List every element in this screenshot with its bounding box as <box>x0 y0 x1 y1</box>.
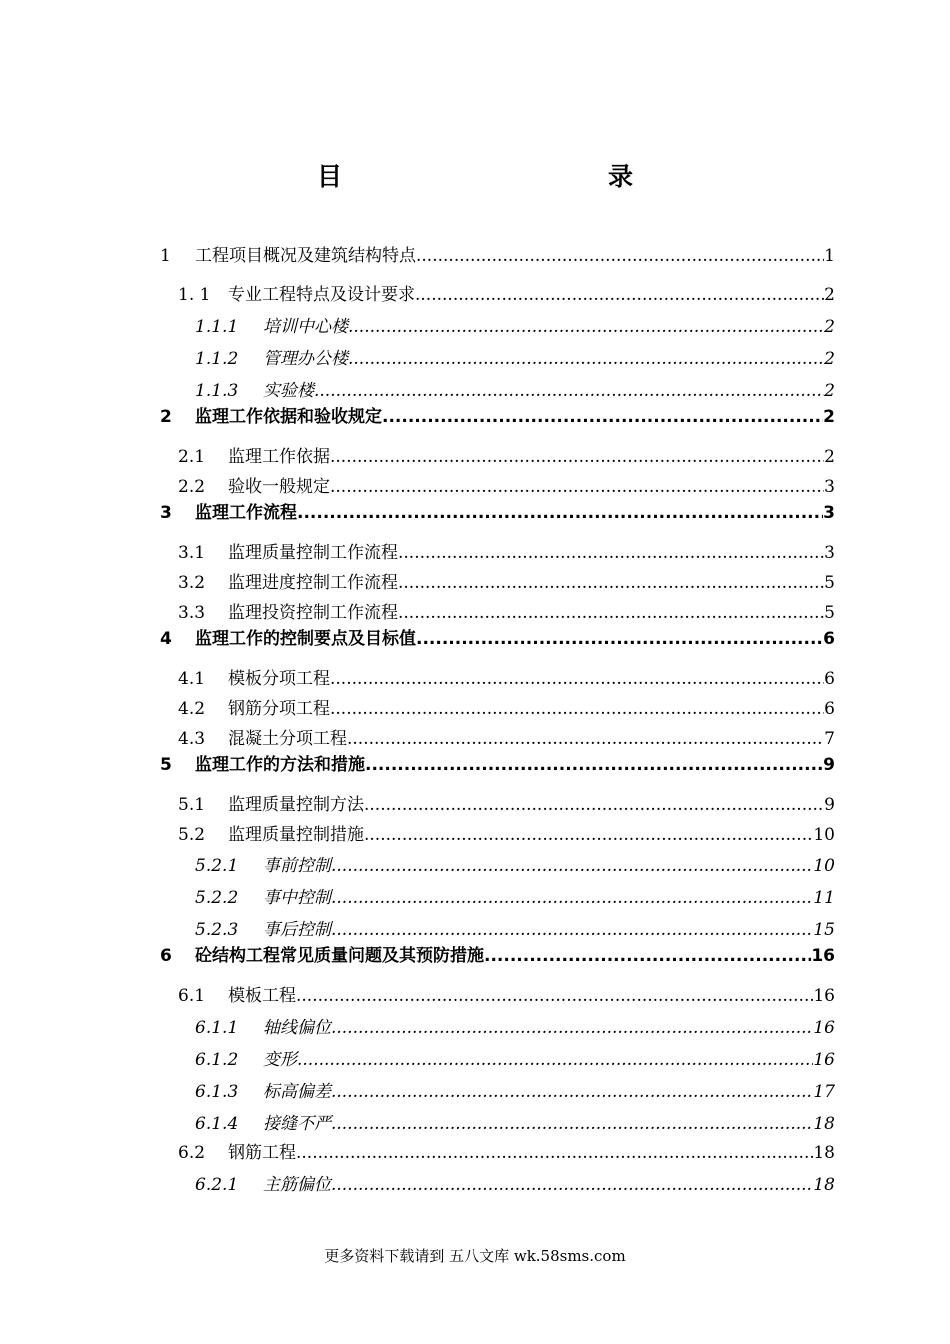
dot-leader <box>416 244 824 268</box>
toc-entry-label: 监理工作的控制要点及目标值 <box>195 629 416 649</box>
toc-entry[interactable] <box>0 501 950 525</box>
toc-entry[interactable] <box>0 1173 950 1197</box>
toc-entry-label: 监理投资控制工作流程 <box>228 603 398 623</box>
toc-entry-page: 18 <box>813 1143 835 1163</box>
toc-entry[interactable] <box>0 984 950 1008</box>
toc-entry[interactable] <box>0 571 950 595</box>
toc-entry-number: 4 <box>160 629 172 649</box>
toc-entry-label: 事后控制 <box>263 920 331 940</box>
toc-entry-page: 6 <box>823 629 835 649</box>
dot-leader <box>330 667 824 691</box>
toc-entry[interactable] <box>0 347 950 371</box>
toc-entry-page: 7 <box>824 729 835 749</box>
toc-entry[interactable] <box>0 1112 950 1136</box>
toc-entry-label: 钢筋工程 <box>228 1143 296 1163</box>
dot-leader <box>330 445 824 469</box>
dot-leader <box>297 501 823 525</box>
toc-entry[interactable] <box>0 405 950 429</box>
toc-entry-label: 监理工作流程 <box>195 503 297 523</box>
toc-entry-label: 培训中心楼 <box>263 317 348 337</box>
dot-leader <box>296 984 813 1008</box>
toc-entry-number: 4.2 <box>178 699 206 719</box>
toc-entry-label: 混凝土分项工程 <box>228 729 347 749</box>
toc-entry-page: 2 <box>824 349 835 369</box>
toc-entry-page: 10 <box>813 825 835 845</box>
toc-entry-label: 监理工作依据和验收规定 <box>195 407 382 427</box>
toc-entry-page: 16 <box>811 946 835 966</box>
toc-entry-number: 4.3 <box>178 729 206 749</box>
toc-entry-number: 1 <box>160 246 171 266</box>
dot-leader <box>331 1080 813 1104</box>
toc-entry-page: 10 <box>813 856 835 876</box>
dot-leader <box>416 627 823 651</box>
toc-entry-number: 2 <box>160 407 172 427</box>
toc-entry-page: 15 <box>813 920 835 940</box>
toc-entry-label: 监理质量控制方法 <box>228 795 364 815</box>
toc-entry-label: 监理工作依据 <box>228 447 330 467</box>
toc-entry-page: 18 <box>813 1114 835 1134</box>
toc-entry-page: 17 <box>813 1082 835 1102</box>
toc-entry[interactable] <box>0 918 950 942</box>
toc-entry[interactable] <box>0 379 950 403</box>
dot-leader <box>330 475 824 499</box>
dot-leader <box>331 918 813 942</box>
dot-leader <box>364 823 813 847</box>
toc-entry-number: 6.1.3 <box>195 1082 239 1102</box>
toc-entry-label: 监理质量控制工作流程 <box>228 543 398 563</box>
toc-entry-number: 6 <box>160 946 172 966</box>
toc-entry-number: 1. 1 <box>178 285 211 305</box>
toc-entry[interactable] <box>0 627 950 651</box>
toc-entry-label: 监理质量控制措施 <box>228 825 364 845</box>
toc-entry-number: 2.1 <box>178 447 206 467</box>
toc-entry-number: 3.1 <box>178 543 206 563</box>
dot-leader <box>398 571 824 595</box>
toc-entry-number: 5.2.3 <box>195 920 239 940</box>
toc-entry-page: 2 <box>823 407 835 427</box>
dot-leader <box>330 697 824 721</box>
toc-entry-label: 变形 <box>263 1050 297 1070</box>
toc-entry[interactable] <box>0 854 950 878</box>
toc-entry-label: 钢筋分项工程 <box>228 699 330 719</box>
toc-entry[interactable] <box>0 697 950 721</box>
toc-entry-page: 1 <box>824 246 835 266</box>
toc-entry[interactable] <box>0 886 950 910</box>
toc-entry-number: 6.2.1 <box>195 1175 239 1195</box>
toc-entry-page: 5 <box>824 603 835 623</box>
toc-entry-page: 6 <box>824 699 835 719</box>
toc-entry-number: 1.1.2 <box>195 349 239 369</box>
toc-entry-page: 2 <box>824 381 835 401</box>
toc-entry-label: 事前控制 <box>263 856 331 876</box>
dot-leader <box>365 753 823 777</box>
dot-leader <box>331 886 813 910</box>
dot-leader <box>398 541 824 565</box>
toc-entry-label: 监理工作的方法和措施 <box>195 755 365 775</box>
toc-entry-label: 接缝不严 <box>263 1114 331 1134</box>
toc-entry-number: 3.3 <box>178 603 206 623</box>
toc-entry-page: 3 <box>824 477 835 497</box>
toc-entry-label: 轴线偏位 <box>263 1018 331 1038</box>
dot-leader <box>331 854 813 878</box>
toc-entry-label: 工程项目概况及建筑结构特点 <box>195 246 416 266</box>
toc-entry-label: 监理进度控制工作流程 <box>228 573 398 593</box>
dot-leader <box>296 1141 813 1165</box>
dot-leader <box>297 1048 813 1072</box>
toc-entry[interactable] <box>0 1141 950 1165</box>
toc-entry-number: 6.1 <box>178 986 206 1006</box>
toc-entry[interactable] <box>0 753 950 777</box>
dot-leader <box>331 1173 813 1197</box>
toc-entry-page: 16 <box>813 1018 835 1038</box>
toc-entry[interactable] <box>0 793 950 817</box>
page-title: 目 录 <box>316 162 705 191</box>
toc-entry-page: 11 <box>813 888 835 908</box>
dot-leader <box>314 379 824 403</box>
toc-entry-number: 6.1.4 <box>195 1114 239 1134</box>
toc-entry-label: 事中控制 <box>263 888 331 908</box>
toc-entry-page: 6 <box>824 669 835 689</box>
toc-entry-number: 3.2 <box>178 573 206 593</box>
toc-entry[interactable] <box>0 823 950 847</box>
dot-leader <box>382 405 823 429</box>
toc-entry-page: 2 <box>824 447 835 467</box>
toc-entry-page: 16 <box>813 1050 835 1070</box>
dot-leader <box>348 315 824 339</box>
toc-entry[interactable] <box>0 667 950 691</box>
toc-entry-number: 6.1.1 <box>195 1018 239 1038</box>
toc-entry-label: 砼结构工程常见质量问题及其预防措施 <box>195 946 484 966</box>
toc-entry-page: 2 <box>824 285 835 305</box>
toc-entry[interactable] <box>0 944 950 968</box>
toc-entry[interactable] <box>0 445 950 469</box>
toc-entry[interactable] <box>0 1016 950 1040</box>
toc-entry-number: 6.1.2 <box>195 1050 239 1070</box>
toc-entry-number: 5 <box>160 755 172 775</box>
toc-entry-label: 实验楼 <box>263 381 314 401</box>
toc-entry-number: 6.2 <box>178 1143 206 1163</box>
toc-entry-number: 1.1.1 <box>195 317 239 337</box>
dot-leader <box>398 601 824 625</box>
toc-entry-page: 18 <box>813 1175 835 1195</box>
toc-entry-number: 5.2.1 <box>195 856 239 876</box>
toc-entry-page: 9 <box>824 795 835 815</box>
dot-leader <box>364 793 824 817</box>
toc-entry-number: 2.2 <box>178 477 206 497</box>
toc-entry-page: 3 <box>823 503 835 523</box>
toc-entry[interactable] <box>0 315 950 339</box>
toc-entry-number: 5.1 <box>178 795 206 815</box>
page-footer: 更多资料下载请到 五八文库 wk.58sms.com <box>324 1247 626 1265</box>
dot-leader <box>348 347 824 371</box>
toc-entry-label: 标高偏差 <box>263 1082 331 1102</box>
toc-entry[interactable] <box>0 475 950 499</box>
toc-entry[interactable] <box>0 727 950 751</box>
toc-entry-label: 管理办公楼 <box>263 349 348 369</box>
dot-leader <box>347 727 824 751</box>
toc-entry[interactable] <box>0 244 950 268</box>
toc-entry-page: 2 <box>824 317 835 337</box>
toc-entry-page: 9 <box>823 755 835 775</box>
toc-entry-label: 验收一般规定 <box>228 477 330 497</box>
toc-entry-number: 4.1 <box>178 669 206 689</box>
toc-entry[interactable] <box>0 601 950 625</box>
toc-entry-label: 模板分项工程 <box>228 669 330 689</box>
toc-entry-page: 16 <box>813 986 835 1006</box>
toc-entry-number: 1.1.3 <box>195 381 239 401</box>
toc-entry-number: 5.2.2 <box>195 888 239 908</box>
toc-entry-label: 模板工程 <box>228 986 296 1006</box>
toc-entry[interactable] <box>0 1080 950 1104</box>
toc-entry[interactable] <box>0 1048 950 1072</box>
toc-entry[interactable] <box>0 541 950 565</box>
toc-entry-number: 5.2 <box>178 825 206 845</box>
toc-entry-number: 3 <box>160 503 172 523</box>
toc-entry-page: 5 <box>824 573 835 593</box>
toc-entry[interactable] <box>0 283 950 307</box>
dot-leader <box>484 944 811 968</box>
dot-leader <box>331 1112 813 1136</box>
dot-leader <box>331 1016 813 1040</box>
toc-entry-label: 主筋偏位 <box>263 1175 331 1195</box>
toc-entry-label: 专业工程特点及设计要求 <box>228 285 415 305</box>
toc-entry-page: 3 <box>824 543 835 563</box>
dot-leader <box>415 283 824 307</box>
